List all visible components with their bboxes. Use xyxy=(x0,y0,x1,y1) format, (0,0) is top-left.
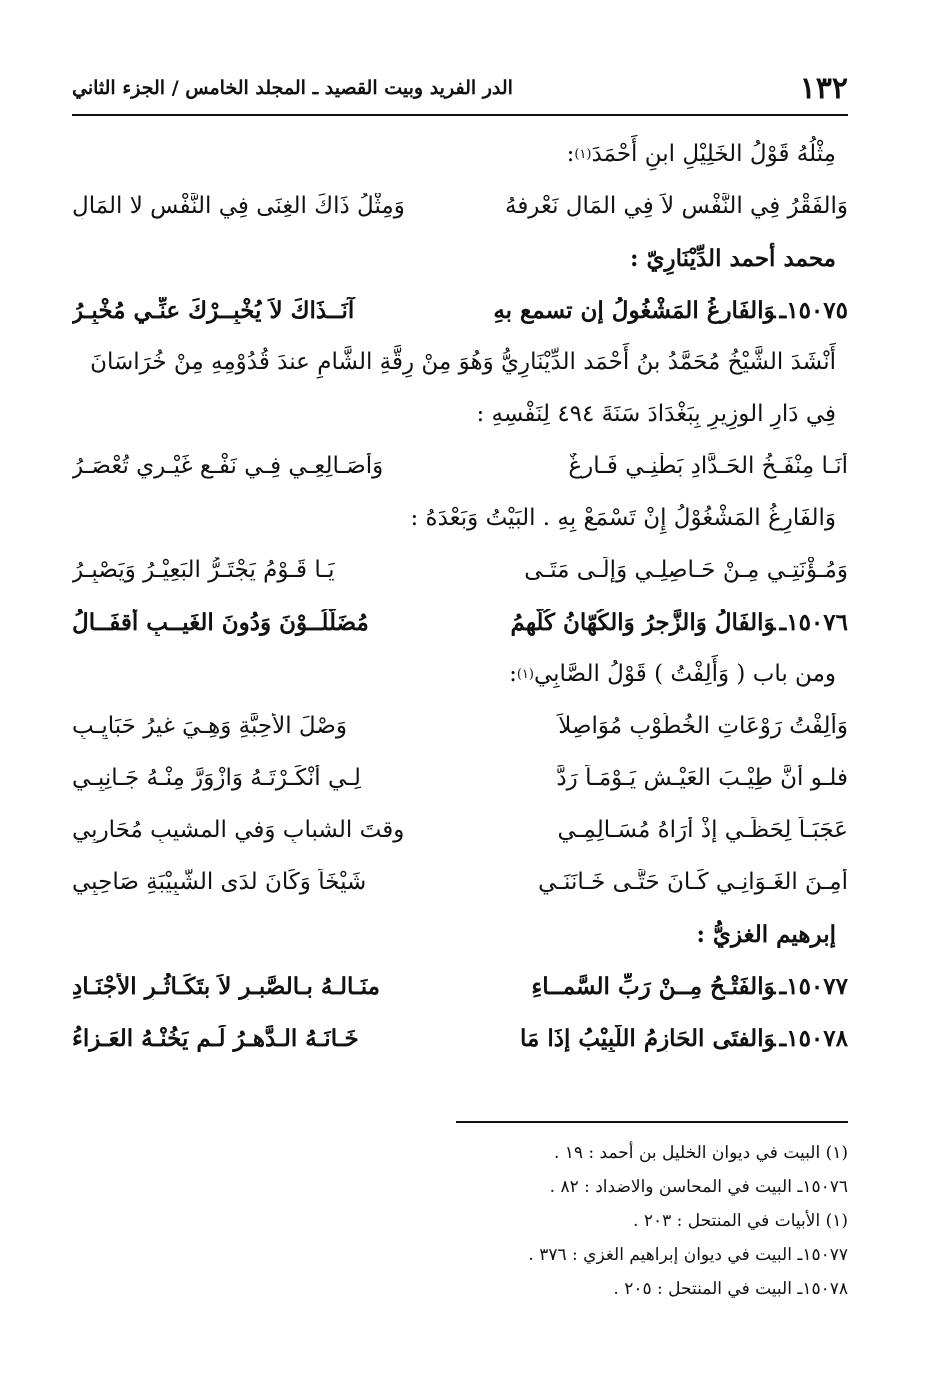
first-hemistich: أَمِـنَ الغَـوَانِـي كَـانَ حَتَّـى خَـانَنَـي xyxy=(538,869,848,895)
footnote: ١٥٠٧٨ـ البيت في المنتحل : ٢٠٥ . xyxy=(613,1279,848,1299)
second-hemistich: وَصْلَ الأَحِبَّةِ وَهِـيَ غيرُ حَبَايِـبِ xyxy=(72,713,347,739)
prose-line xyxy=(72,648,848,700)
page-header xyxy=(72,62,848,116)
verse-line xyxy=(72,804,848,856)
first-hemistich: فلـو أَنَّ طِيْـبَ العَيْـشِ يَـوْمَـاً رَدَّ xyxy=(556,765,848,791)
prose-text: مِثْلُهُ قَوْلُ الخَلِيْلِ ابنِ أَحْمَدَ xyxy=(591,141,836,167)
first-hemistich xyxy=(480,297,848,324)
second-hemistich: يَـا قَـوْمُ يَجْتَـرُّ البَعِيْـرُ وَيَصْبِـرُ xyxy=(72,557,335,583)
footnote: ١٥٠٧٧ـ البيت في ديوان إبراهيم الغزي : ٣٧٦ . xyxy=(528,1245,848,1265)
verse-number: ١٥٠٧٥ـ xyxy=(779,296,848,324)
second-hemistich: شَيْخَاً وَكَانَ لدَى الشَّبِيْبَةِ صَاحِبِي xyxy=(72,869,367,895)
footnote-ref: (١) xyxy=(516,666,534,682)
first-hemistich xyxy=(480,973,848,1000)
numbered-verse-line xyxy=(72,596,848,648)
poet-name xyxy=(72,232,848,284)
verse-number: ١٥٠٧٨ـ xyxy=(779,1024,848,1052)
first-hemistich xyxy=(480,609,848,636)
numbered-verse-line xyxy=(72,1012,848,1064)
verse-line xyxy=(72,180,848,232)
poet-name xyxy=(72,908,848,960)
verse-number: ١٥٠٧٦ـ xyxy=(779,608,848,636)
numbered-verse-line xyxy=(72,284,848,336)
footnote-ref: (١) xyxy=(574,146,592,162)
prose-text: فِي دَارِ الوزِيرِ بِبَغْدَادَ سَنَةَ ٤٩٤ لِنَفْسِهِ : xyxy=(476,401,836,427)
first-hemistich: وَأَلِفْتُ رَوْعَاتِ الخُطُوْبِ مُوَاصِلاً xyxy=(558,713,848,739)
running-head: الدر الفريد وبيت القصيد ـ المجلد الخامس / الجزء الثاني xyxy=(72,77,513,99)
page-body xyxy=(72,128,848,1064)
second-hemistich: وَمِثْلُ ذَاكَ الغِنَى فِي النَّفْسِ لا المَالِ xyxy=(72,193,405,219)
verse-line xyxy=(72,700,848,752)
prose-text: : xyxy=(566,141,575,167)
prose-text: إبرهيم الغزيُّ : xyxy=(696,920,836,948)
hemistich-text: وَالفَارِغُ المَشْغُولُ إن تسمع بهِ xyxy=(493,296,776,324)
second-hemistich: لِـي أَنْكَـرْتَـهُ وَازْوَرَّ مِنْـهُ جَـانِبِـي xyxy=(72,765,361,791)
numbered-verse-line xyxy=(72,960,848,1012)
second-hemistich: وَأَصَـالِعِـي فِـي نَفْـعِ غَيْـرِي تُعْصَـرُ xyxy=(72,453,384,479)
prose-line xyxy=(72,388,848,440)
second-hemistich: وقتَ الشبابِ وَفي المشيبِ مُحَارِبِي xyxy=(72,817,405,843)
verse-line xyxy=(72,856,848,908)
verse-line xyxy=(72,752,848,804)
footnote: (١) الأبيات في المنتحل : ٢٠٣ . xyxy=(633,1211,848,1231)
page-number: ١٣٢ xyxy=(799,70,848,106)
prose-text: وَالفَارِغُ المَشْغُوْلُ إِنْ تَسْمَعْ بِهِ . البَيْتُ وَبَعْدَهُ : xyxy=(410,505,836,531)
prose-line xyxy=(72,128,848,180)
prose-text: محمد أحمد الدِّيْنَارِيّ : xyxy=(630,244,836,272)
footnotes xyxy=(288,1136,848,1306)
verse-number: ١٥٠٧٧ـ xyxy=(779,972,848,1000)
second-hemistich: مُضَلَّلُــوْنَ وَدُونَ الغَيــبِ أقفَــالُ xyxy=(72,608,369,636)
first-hemistich: أَنَـا مِنْفَـخُ الحَـدَّادِ بَطْنِـي فَـارِغٌ xyxy=(568,453,848,479)
prose-text: : xyxy=(509,661,517,687)
first-hemistich xyxy=(480,1025,848,1052)
prose-text: ومن باب ( وَأَلِفْتُ ) قَوْلُ الصَّابِي xyxy=(533,661,836,687)
verse-line xyxy=(72,440,848,492)
footnote: ١٥٠٧٦ـ البيت في المحاسن والاضداد : ٨٢ . xyxy=(549,1177,848,1197)
prose-line xyxy=(72,336,848,388)
hemistich-text: وَالفَتْـحُ مِــنْ رَبِّ السَّمــاءِ xyxy=(531,972,776,1000)
prose-text: أَنْشَدَ الشَّيْخُ مُحَمَّدُ بنُ أَحْمَد الدِّيْنَارِيُّ وَهُوَ مِنْ رِقَّةِ الشَّامِ عندَ قُدُوْمِهِ مِنْ خُرَاسَانَ xyxy=(90,349,836,375)
second-hemistich: آنَــذَاكَ لاَ يُخْبِــرْكَ عنِّـي مُخْبِـرُ xyxy=(72,296,355,324)
footnote-rule xyxy=(456,1121,848,1123)
verse-line xyxy=(72,544,848,596)
first-hemistich: عَجَبَـاً لِحَظِّـي إِذْ أَرَاهُ مُسَـالِمِـي xyxy=(557,817,848,843)
prose-line xyxy=(72,492,848,544)
second-hemistich: منَـالـهُ بـالصَّبـرِ لاَ بتَكَـاثُـرِ الأَجْنَـادِ xyxy=(72,972,380,1000)
hemistich-text: وَالفَالُ وَالزَّجرُ وَالكُهّانُ كُلُّهمُ xyxy=(510,608,776,636)
first-hemistich: وَالفَقْرُ فِي النَّفْسِ لاَ فِي المَالِ نَعْرِفهُ xyxy=(504,193,848,219)
footnote: (١) البيت في ديوان الخليل بن أحمد : ١٩ . xyxy=(553,1143,848,1163)
hemistich-text: وَالفتَى الحَازِمُ اللَّبِيْبُ إذَا مَا xyxy=(519,1024,776,1052)
first-hemistich: وَمُـؤْنَتِـي مِـنْ حَـاصِلِـي وَإِلَـى مَتَـى xyxy=(524,557,848,583)
second-hemistich: خَـانَـهُ الـدَّهـرُ لَـم يَخُنْـهُ العَـزاءُ xyxy=(72,1024,359,1052)
